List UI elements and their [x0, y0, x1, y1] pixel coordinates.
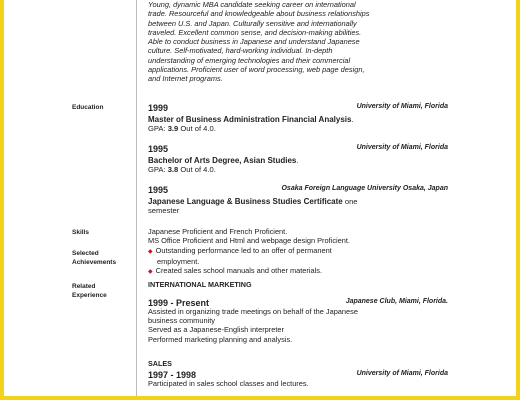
- bullet-icon: ◆: [148, 269, 153, 276]
- education-school: University of Miami, Florida: [356, 103, 448, 110]
- skill-line: MS Office Proficient and Html and webpage design Proficient.: [148, 236, 350, 246]
- achievement-line: Outstanding performance led to an offer of permanent: [155, 246, 332, 255]
- education-entry: [148, 183, 448, 216]
- summary-line: Able to conduct business in Japanese and understand Japanese: [148, 37, 360, 47]
- job-line: Assisted in organizing trade meetings on behalf of the Japanese: [148, 307, 358, 316]
- summary-line: understanding of emerging technologies and their commercial: [148, 55, 351, 65]
- education-year: 1995: [148, 185, 169, 195]
- achievement-line: employment.: [157, 257, 200, 267]
- skill-line: Japanese Proficient and French Proficient.: [148, 227, 288, 236]
- summary-line: and Internet programs.: [148, 74, 223, 84]
- job-years: 1999 - Present: [148, 298, 210, 308]
- education-school: Osaka Foreign Language University Osaka, Japan: [281, 185, 448, 192]
- gpa-value: 3.9: [167, 124, 179, 133]
- gpa-rest: Out of 4.0.: [178, 124, 216, 133]
- job-line: business community: [148, 316, 215, 326]
- education-degree: Master of Business Administration Financial Analysis: [148, 115, 352, 124]
- education-year: 1999: [148, 103, 169, 113]
- job-years: 1997 - 1998: [148, 370, 197, 380]
- gpa-value: 3.8: [167, 165, 179, 174]
- degree-suffix: one: [342, 197, 358, 206]
- education-label: Education: [72, 104, 104, 111]
- summary-line: between U.S. and Japan. Culturally sensitive and internationally: [148, 18, 357, 28]
- achievement-line: Created sales school manuals and other materials.: [155, 266, 323, 276]
- education-extra-line: semester: [148, 206, 180, 215]
- education-degree: Japanese Language & Business Studies Certificate: [148, 197, 343, 206]
- selected-label: Selected: [72, 250, 99, 257]
- education-entry: [148, 101, 448, 134]
- summary-line: Young, dynamic MBA candidate seeking career on international: [148, 0, 356, 9]
- experience-heading: INTERNATIONAL MARKETING: [148, 280, 252, 289]
- degree-suffix: .: [296, 156, 299, 165]
- skills-block: [148, 227, 448, 245]
- job-place: Japanese Club, Miami, Florida.: [345, 298, 448, 305]
- achievements-block: [148, 246, 448, 278]
- related-label: Related: [72, 283, 96, 290]
- summary-line: culture. Self-motivated, hard-working individual. In-depth: [148, 46, 333, 56]
- skills-label: Skills: [72, 229, 89, 236]
- job-entry: [148, 296, 448, 344]
- column-divider: [136, 0, 137, 396]
- education-year: 1995: [148, 144, 169, 154]
- sales-block: [148, 359, 448, 388]
- experience-label: Experience: [72, 292, 107, 299]
- gpa-label: GPA:: [148, 165, 168, 174]
- summary-block: [148, 0, 448, 84]
- education-degree: Bachelor of Arts Degree, Asian Studies: [148, 156, 297, 165]
- degree-suffix: .: [351, 115, 354, 124]
- job-line: Participated in sales school classes and lectures.: [148, 379, 309, 388]
- summary-line: trade. Resourceful and knowledgeable about business relationships: [148, 9, 370, 19]
- sales-heading: SALES: [148, 359, 172, 368]
- summary-line: applications. Proficient user of word processing, web page design,: [148, 65, 365, 75]
- gpa-label: GPA:: [148, 124, 168, 133]
- experience-block: [148, 280, 448, 289]
- gpa-rest: Out of 4.0.: [178, 165, 216, 174]
- job-place: University of Miami, Florida: [356, 370, 448, 377]
- education-entry: [148, 142, 448, 175]
- achievements-label: Achievements: [72, 259, 117, 266]
- summary-line: traveled. Excellent common sense, and decision-making abilities.: [148, 27, 362, 37]
- job-line: Performed marketing planning and analysis.: [148, 334, 293, 344]
- education-school: University of Miami, Florida: [356, 144, 448, 151]
- job-line: Served as a Japanese-English interpreter: [148, 325, 284, 335]
- bullet-icon: ◆: [148, 249, 153, 255]
